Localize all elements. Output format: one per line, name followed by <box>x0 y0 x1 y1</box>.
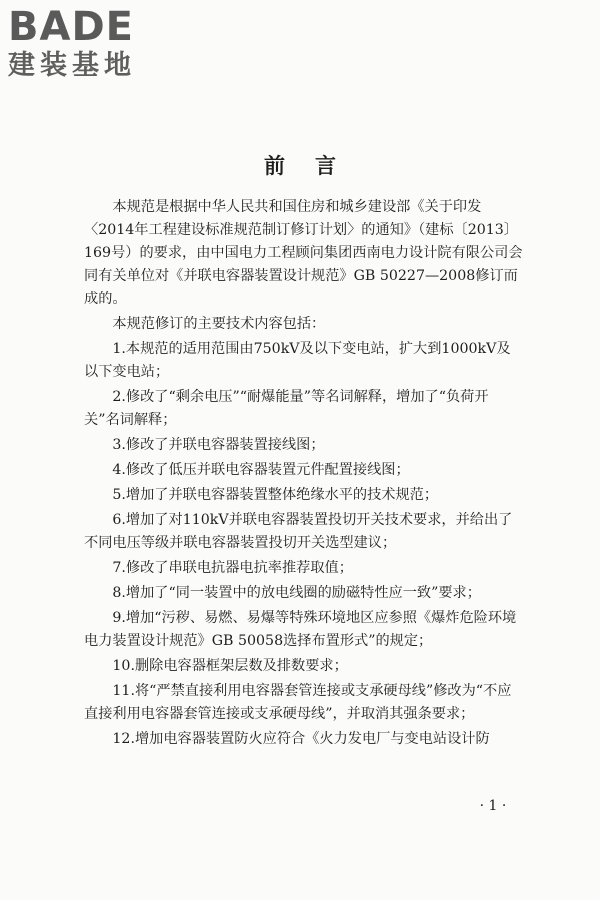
revision-item-8: 8.增加了“同一装置中的放电线圈的励磁特性应一致”要求； <box>112 585 481 601</box>
revision-item-7: 7.修改了串联电抗器电抗率推荐取值； <box>112 560 353 576</box>
revision-item-9: 9.增加“污秽、易燃、易爆等特殊环境地区应参照《爆炸危险环境电力装置设计规范》GB 50058选择布置形式”的规定； <box>84 610 517 649</box>
intro-paragraph: 本规范是根据中华人民共和国住房和城乡建设部《关于印发〈2014年工程建设标准规范制订修订计划〉的通知》（建标〔2013〕169号）的要求，由中国电力工程顾问集团西南电力设计院有限公司会同有关单位对《并联电容器装置设计规范》GB 50227—2008修订而成的。 <box>84 199 523 307</box>
revision-item-5: 5.增加了并联电容器装置整体绝缘水平的技术规范； <box>112 487 439 503</box>
logo-mark: BADE <box>8 4 134 50</box>
revision-summary-heading: 本规范修订的主要技术内容包括： <box>112 316 326 332</box>
revision-item-12: 12.增加电容器装置防火应符合《火力发电厂与变电站设计防 <box>112 731 490 747</box>
page-title: 前言 <box>264 154 366 178</box>
document-body <box>84 196 524 753</box>
bade-logo <box>8 6 178 82</box>
revision-item-2: 2.修改了“剩余电压”“耐爆能量”等名词解释，增加了“负荷开关”名词解释； <box>84 389 489 428</box>
revision-item-10: 10.删除电容器框架层数及排数要求； <box>112 658 348 674</box>
logo-chinese-name: 建装基地 <box>8 50 136 81</box>
revision-item-1: 1.本规范的适用范围由750kV及以下变电站，扩大到1000kV及以下变电站； <box>84 341 511 380</box>
revision-item-6: 6.增加了对110kV并联电容器装置投切开关技术要求，并给出了不同电压等级并联电容器装置投切开关选型建议； <box>84 512 513 551</box>
revision-item-4: 4.修改了低压并联电容器装置元件配置接线图； <box>112 462 410 478</box>
page-number: · 1 · <box>479 798 507 814</box>
revision-item-11: 11.将“严禁直接利用电容器套管连接或支承硬母线”修改为“不应直接利用电容器套管连接或支承硬母线”，并取消其强条要求； <box>84 683 512 722</box>
revision-item-3: 3.修改了并联电容器装置接线图； <box>112 437 325 453</box>
